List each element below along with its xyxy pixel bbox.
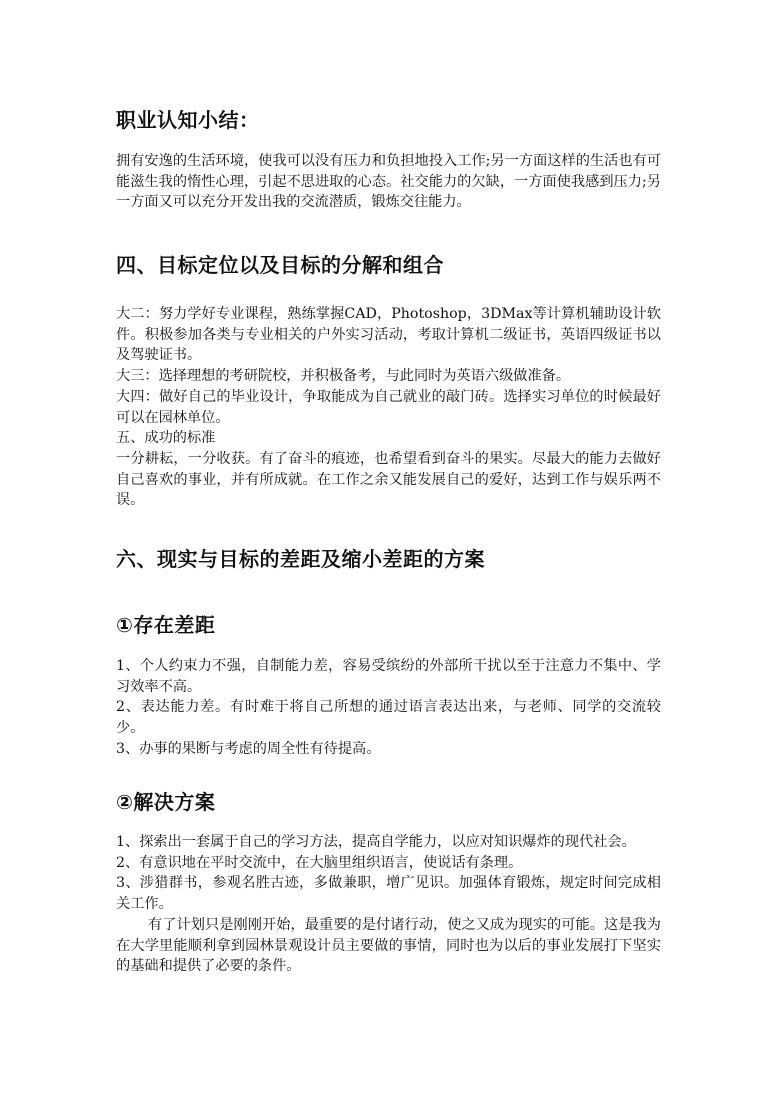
goal-line-sophomore: 大二：努力学好专业课程，熟练掌握CAD，Photoshop，3DMax等计算机辅助设计软件。积极参加各类与专业相关的户外实习活动，考取计算机二级证书，英语四级证书以及驾驶证书。 <box>116 306 661 364</box>
solution-item-3: 3、涉猎群书，参观名胜古迹，多做兼职，增广见识。加强体育锻炼，规定时间完成相关工作。 <box>116 875 661 913</box>
summary-paragraph: 拥有安逸的生活环境，使我可以没有压力和负担地投入工作;另一方面这样的生活也有可能滋生我的惰性心理，引起不思进取的心态。社交能力的欠缺，一方面使我感到压力;另一方面又可以充分开发出我的交流潜质，锻炼交往能力。 <box>116 153 661 211</box>
gap-item-2: 2、表达能力差。有时难于将自己所想的通过语言表达出来，与老师、同学的交流较少。 <box>116 699 661 737</box>
solution-heading: ②解决方案 <box>116 790 216 814</box>
goal-line-senior: 大四：做好自己的毕业设计，争取能成为自己就业的敲门砖。选择实习单位的时候最好可以在园林单位。 <box>116 388 661 426</box>
solution-item-2: 2、有意识地在平时交流中，在大脑里组织语言，使说话有条理。 <box>116 854 523 871</box>
goals-heading: 四、目标定位以及目标的分解和组合 <box>116 253 444 277</box>
summary-heading: 职业认知小结： <box>116 108 260 132</box>
gap-item-1: 1、个人约束力不强，自制能力差，容易受缤纷的外部所干扰以至于注意力不集中、学习效率不高。 <box>116 658 661 695</box>
gap-item-3: 3、办事的果断与考虑的周全性有待提高。 <box>116 740 381 757</box>
existing-gap-section <box>116 656 661 760</box>
solution-section <box>116 832 661 977</box>
existing-gap-heading: ①存在差距 <box>116 613 216 637</box>
closing-paragraph: 有了计划只是刚刚开始，最重要的是付诸行动，使之又成为现实的可能。这是我为在大学里能顺利拿到园林景观设计员主要做的事情，同时也为以后的事业发展打下坚实的基础和提供了必要的条件。 <box>116 916 661 975</box>
goal-line-junior: 大三：选择理想的考研院校，并积极备考，与此同时为英语六级做准备。 <box>116 368 571 385</box>
solution-item-1: 1、探索出一套属于自己的学习方法，提高自学能力，以应对知识爆炸的现代社会。 <box>116 834 636 850</box>
goals-section <box>116 304 661 511</box>
gap-heading: 六、现实与目标的差距及缩小差距的方案 <box>116 547 485 571</box>
summary-section <box>116 151 661 213</box>
success-standard-text: 一分耕耘，一分收获。有了奋斗的痕迹，也希望看到奋斗的果实。尽最大的能力去做好自己喜欢的事业，并有所成就。在工作之余又能发展自己的爱好，达到工作与娱乐两不误。 <box>116 450 661 509</box>
success-standard-title: 五、成功的标准 <box>116 430 216 447</box>
